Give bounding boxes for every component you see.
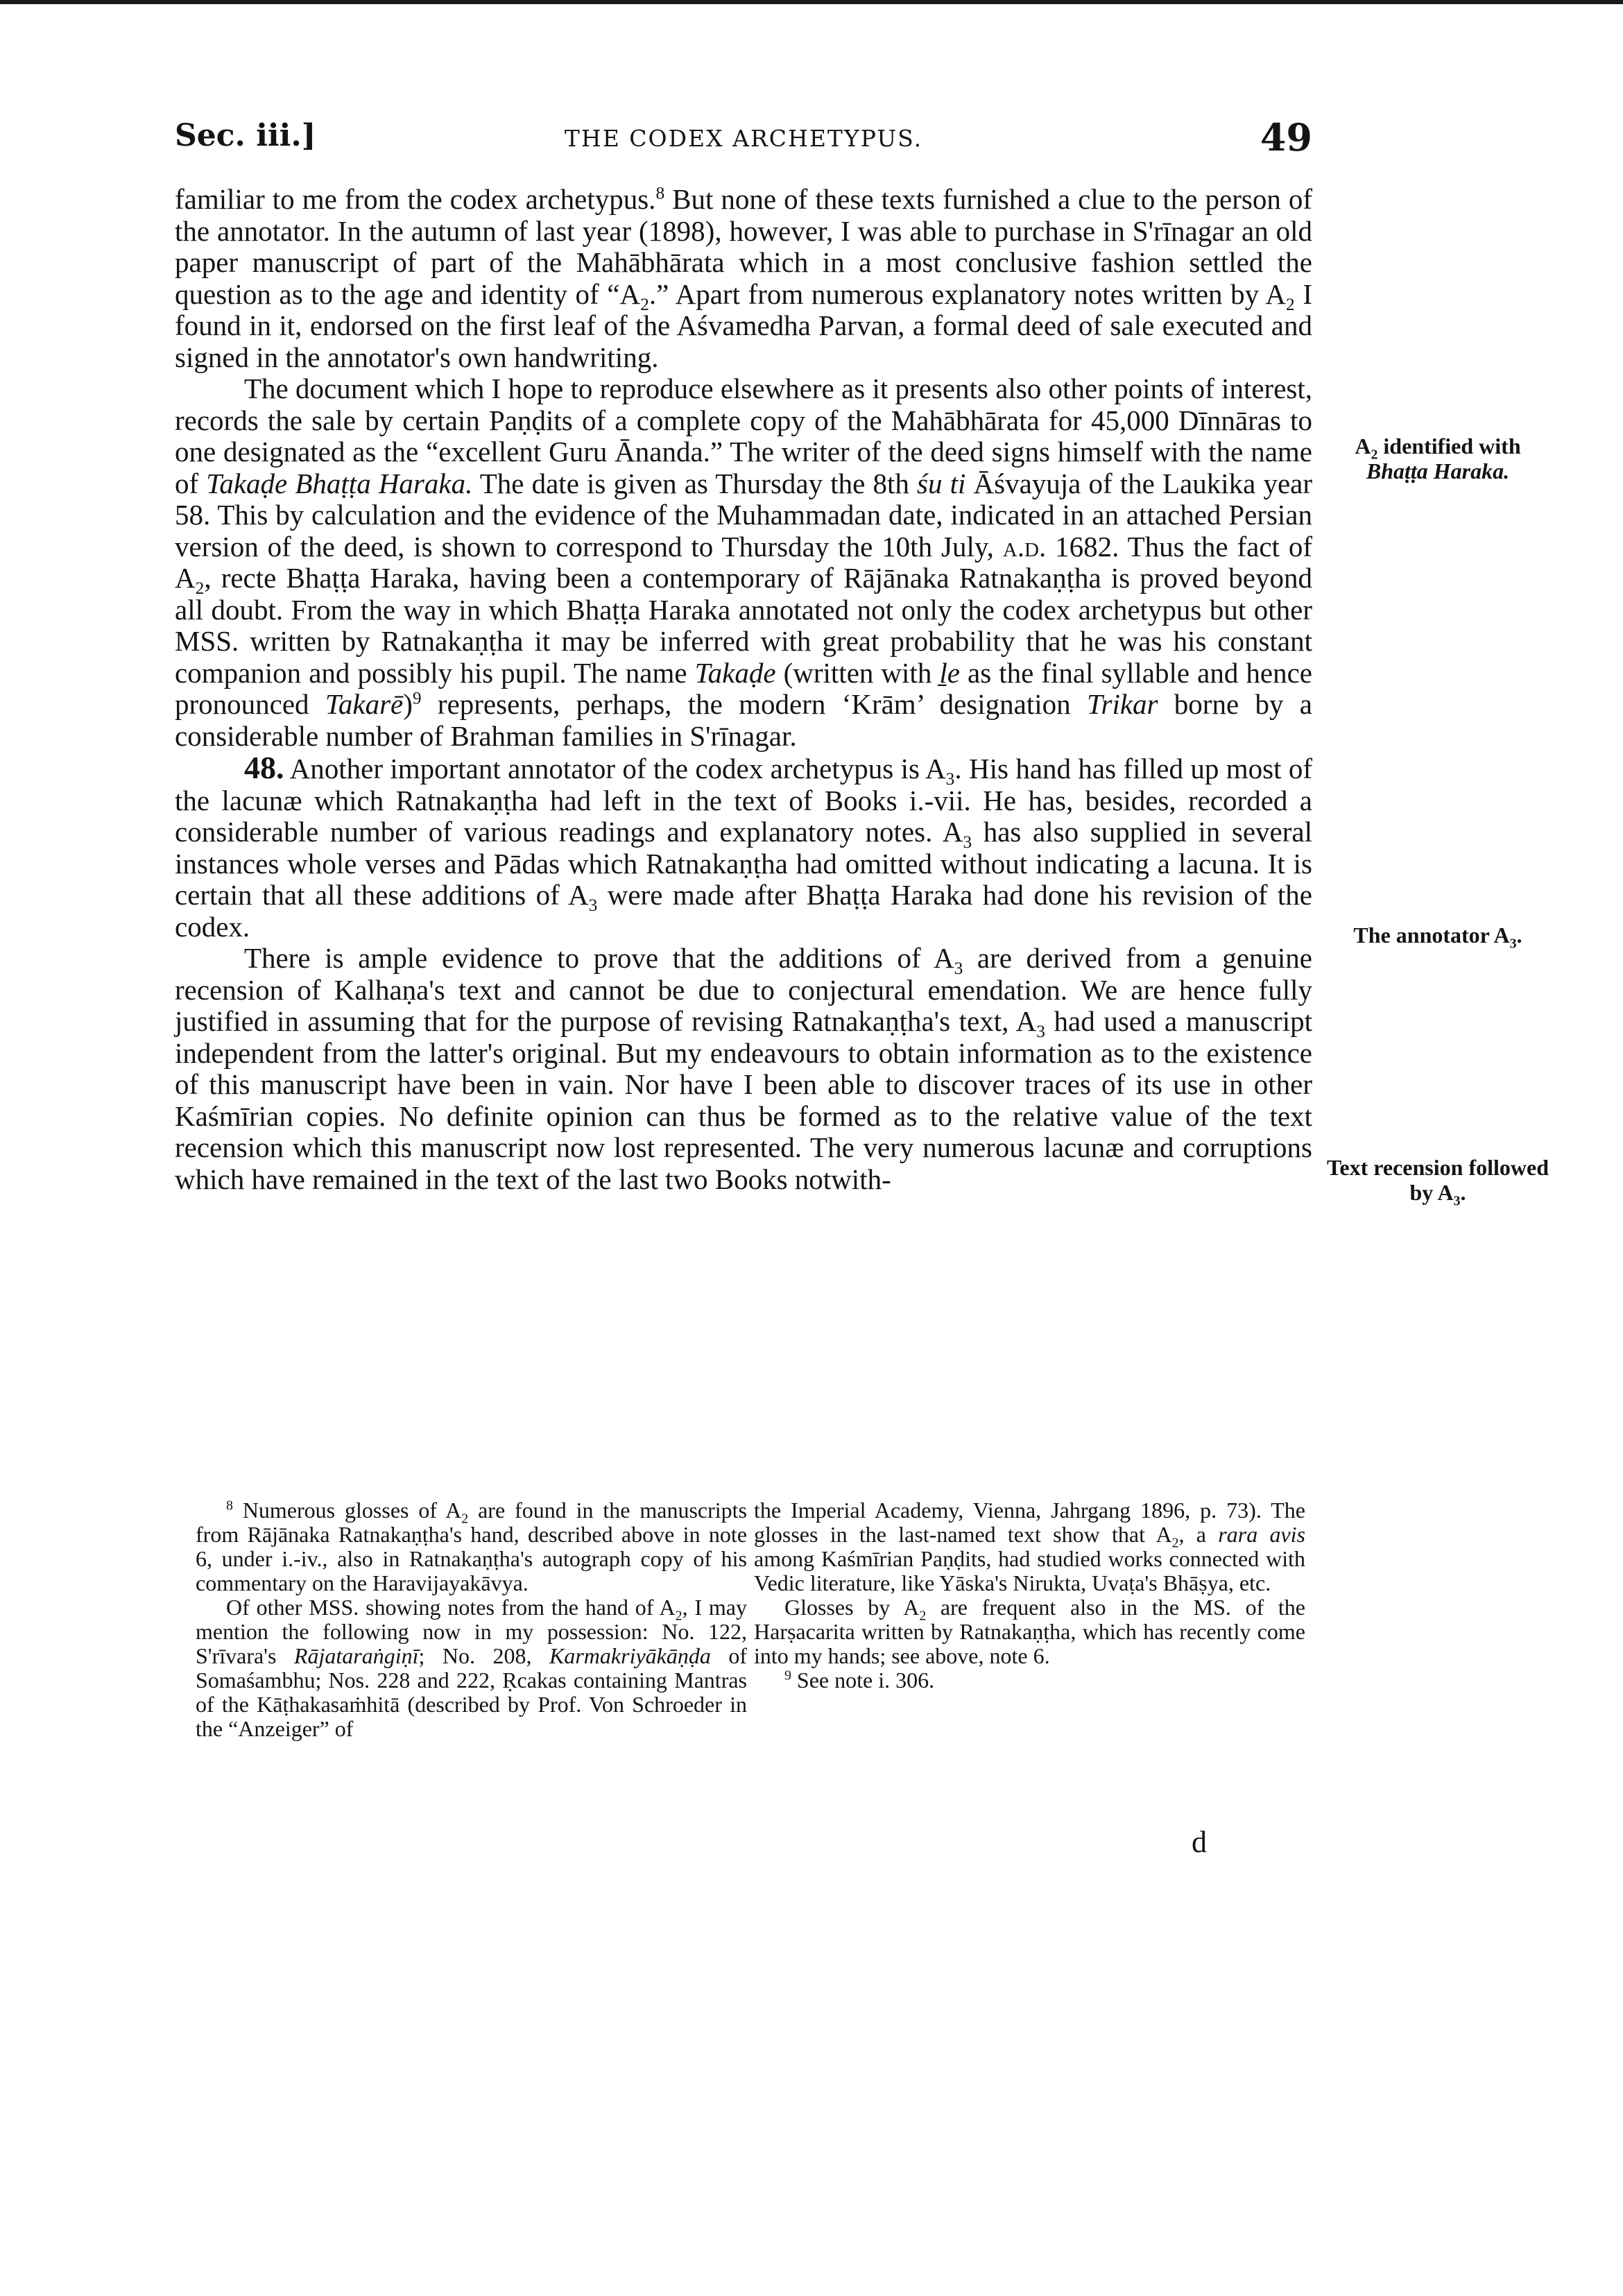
subscript: 2 [675, 1608, 682, 1624]
footnote-8-continued: Of other MSS. showing notes from the hand of $A_2$, I may mention the following now in my possession: No. 122, S'rīvara's Rājataraṅgiṇī; No. 208, Karmakriyākāṇḍa of Somaśambhu; Nos. 228 and 222, Ṛcakas containing Mantras of the Kāṭhakasaṁhitā (described by Prof. Von Schroeder in the “Anzeiger” of [196, 1595, 748, 1741]
sidenote-annotator: The annotator $A_3$. [1353, 923, 1522, 952]
italic-text: Takarē [325, 688, 404, 720]
subscript: 2 [640, 294, 649, 314]
italic-text: Trikar [1086, 688, 1158, 720]
subscript: 2 [1371, 447, 1378, 463]
italic-text: Rājataraṅgiṇī [293, 1643, 419, 1668]
footnote-9: $^9$ See note i. 306. [784, 1668, 935, 1693]
footnote-marker: 8 [226, 1498, 233, 1514]
subscript: 3 [1036, 1022, 1045, 1042]
italic-text: Takaḍe [694, 656, 776, 689]
running-title: THE CODEX ARCHETYPUS. [564, 125, 923, 152]
footnote-marker: 8 [655, 183, 665, 203]
italic-text: Takaḍe Bhaṭṭa Haraka. [206, 467, 473, 499]
paragraph-section-48: 48. Another important annotator of the codex archetypus is $A_3$. His hand has filled up most of the lacunæ which Ratnakaṇṭha had left in the text of Books i.-vii. He has, besides, recorded a considerable number of various readings and explanatory notes. $A_3$ has also supplied in several instances whole verses and Pādas which Ratnakaṇṭha had omitted without indicating a lacuna. It is certain that all these additions of $A_3$ were made after Bhaṭṭa Haraka had done his revision of the codex. [175, 750, 1312, 943]
italic-text: Karmakriyākāṇḍa [549, 1643, 711, 1668]
small-caps-text: a.d. [1002, 530, 1047, 563]
footnote-marker: 9 [412, 688, 422, 708]
footnotes-left-column [196, 1498, 747, 1741]
subscript: 3 [588, 896, 598, 916]
italic-text: śu ti [917, 467, 966, 499]
footnotes-right-column [754, 1498, 1305, 1693]
subscript: 3 [1453, 1193, 1461, 1209]
paragraph: familiar to me from the codex archetypus.$^8$ But none of these texts furnished a clue to the person of the annotator. In the autumn of last year (1898), however, I was able to purchase in S'rīnagar an old paper manuscript of part of the Mahābhārata which in a most conclusive fashion settled the question as to the age and identity of “$A_2$.” Apart from numerous explanatory notes written by $A_2$ I found in it, endorsed on the first leaf of the Aśvamedha Parvan, a formal deed of sale executed and signed in the annotator's own handwriting. [175, 183, 1312, 373]
section-label: Sec. iii.] [175, 118, 316, 153]
footnote-8: $^8$ Numerous glosses of $A_2$ are found in the manuscripts from Rājānaka Ratnakaṇṭha's hand, described above in note 6, under i.-iv., also in Ratnakaṇṭha's autograph copy of his commentary on the Haravijayakāvya. [196, 1498, 748, 1595]
running-head [175, 115, 1312, 166]
sidenote-identified: $A_2$ identified with Bhaṭṭa Haraka. [1355, 434, 1521, 483]
italic-text: ḻe [939, 656, 960, 689]
paragraph: There is ample evidence to prove that the additions of $A_3$ are derived from a genuine recension of Kalhaṇa's text and cannot be due to conjectural emendation. We are hence fully justified in assuming that for the purpose of revising Ratnakaṇṭha's text, $A_3$ had used a manuscript independent from the latter's original. But my endeavours to obtain information as to the existence of this manuscript have been in vain. Nor have I been able to discover traces of its use in other Kaśmīrian copies. No definite opinion can thus be formed as to the relative value of the text recension which this manuscript now lost represented. The very numerous lacunæ and corruptions which have remained in the text of the last two Books notwith- [175, 942, 1312, 1195]
footnote-8-continued: the Imperial Academy, Vienna, Jahrgang 1896, p. 73). The glosses in the last-named text show that $A_2$, a rara avis among Kaśmīrian Paṇḍits, had studied works connected with Vedic literature, like Yāska's Nirukta, Uvaṭa's Bhāṣya, etc. [754, 1498, 1306, 1595]
subscript: 3 [963, 832, 972, 853]
italic-text: Bhaṭṭa Haraka. [1366, 459, 1510, 483]
page-number: 49 [1260, 115, 1312, 160]
italic-text: rara avis [1218, 1522, 1306, 1547]
main-text [175, 184, 1312, 1195]
sidenote-recension: Text recension followed by $A_3$. [1327, 1155, 1549, 1209]
signature-mark: d [1192, 1825, 1207, 1859]
top-border [0, 0, 1623, 4]
subscript: 3 [954, 959, 963, 979]
subscript: 2 [461, 1511, 469, 1527]
subscript: 3 [945, 769, 955, 789]
subscript: 3 [1509, 936, 1517, 952]
footnote-marker: 9 [784, 1668, 791, 1684]
subscript: 2 [919, 1608, 927, 1624]
paragraph: The document which I hope to reproduce elsewhere as it presents also other points of interest, records the sale by certain Paṇḍits of a complete copy of the Mahābhārata for 45,000 Dīnnāras to one designated as the “excellent Guru Ānanda.” The writer of the deed signs himself with the name of Takaḍe Bhaṭṭa Haraka. The date is given as Thursday the 8th śu ti Āśvayuja of the Laukika year 58. This by calculation and the evidence of the Muhammadan date, indicated in an attached Persian version of the deed, is shown to correspond to Thursday the 10th July, a.d. 1682. Thus the fact of $A_2$, recte Bhaṭṭa Haraka, having been a contemporary of Rājānaka Ratnakaṇṭha is proved beyond all doubt. From the way in which Bhaṭṭa Haraka annotated not only the codex archetypus but other MSS. written by Ratnakaṇṭha it may be inferred with great probability that he was his constant companion and possibly his pupil. The name Takaḍe (written with ḻe as the final syllable and hence pronounced Takarē)$^9$ represents, perhaps, the modern ‘Krām’ designation Trikar borne by a considerable number of Brahman families in S'rīnagar. [175, 372, 1313, 752]
section-number: 48. [244, 750, 284, 785]
subscript: 2 [195, 579, 205, 599]
subscript: 2 [1286, 294, 1295, 314]
subscript: 2 [1171, 1535, 1179, 1551]
footnote-8-continued: Glosses by $A_2$ are frequent also in the MS. of the Harṣacarita written by Ratnakaṇṭha, which has recently come into my hands; see above, note 6. [754, 1595, 1306, 1668]
